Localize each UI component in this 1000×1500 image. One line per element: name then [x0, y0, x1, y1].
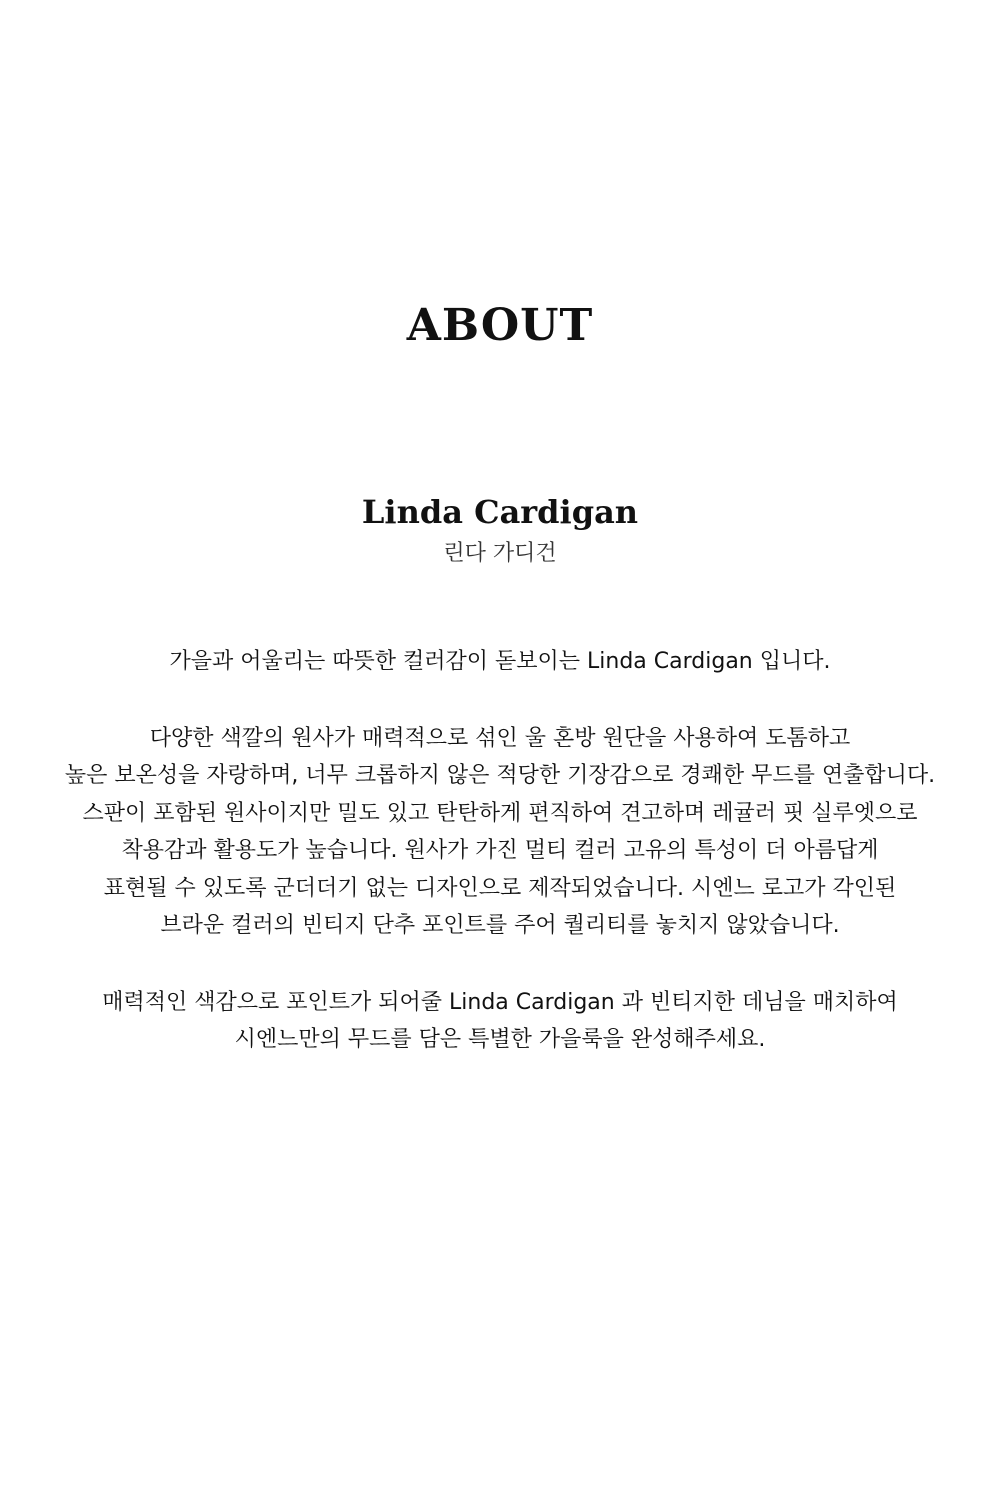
description-paragraph-styling: [0, 984, 1000, 1059]
description-line: 가을과 어울리는 따뜻한 컬러감이 돋보이는 Linda Cardigan 입니다.: [169, 649, 831, 674]
description-line: 매력적인 색감으로 포인트가 되어줄 Linda Cardigan 과 빈티지한 데님을 매치하여: [102, 989, 898, 1015]
description-line: 스판이 포함된 원사이지만 밀도 있고 탄탄하게 편직하여 견고하며 레귤러 핏 실루엣으로: [82, 800, 918, 826]
description-paragraph-details: [0, 720, 1000, 945]
product-name: Linda Cardigan: [361, 493, 639, 531]
description-line: 다양한 색깔의 원사가 매력적으로 섞인 울 혼방 원단을 사용하여 도톰하고: [149, 725, 851, 751]
product-name-korean: 린다 가디건: [443, 541, 557, 566]
description-line: 착용감과 활용도가 높습니다. 원사가 가진 멀티 컬러 고유의 특성이 더 아름답게: [121, 838, 879, 863]
description-paragraph-intro: [0, 643, 1000, 681]
description-line: 높은 보온성을 자랑하며, 너무 크롭하지 않은 적당한 기장감으로 경쾌한 무드를 연출합니다.: [64, 763, 936, 788]
description-line: 시엔느만의 무드를 담은 특별한 가을룩을 완성해주세요.: [234, 1027, 766, 1052]
product-description: [0, 643, 1000, 1098]
description-line: 표현될 수 있도록 군더더기 없는 디자인으로 제작되었습니다. 시엔느 로고가 각인된: [103, 875, 897, 901]
section-title: ABOUT: [406, 300, 594, 351]
description-line: 브라운 컬러의 빈티지 단추 포인트를 주어 퀄리티를 놓치지 않았습니다.: [160, 913, 840, 938]
